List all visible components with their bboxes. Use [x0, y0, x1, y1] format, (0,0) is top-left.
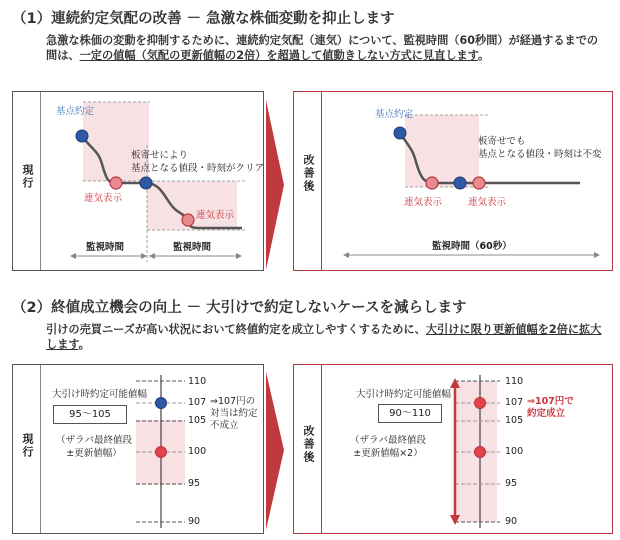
current-label: 現行 — [21, 164, 34, 190]
ask-107-marker — [156, 398, 167, 409]
current2-note-line1: （ザラバ最終値段 — [56, 435, 133, 446]
section2-heading: （2）終値成立機会の向上 － 大引けで約定しないケースを減らします — [12, 300, 467, 316]
tick-after-100: 100 — [505, 446, 524, 457]
current-renki-label-2: 連気表示 — [196, 210, 235, 221]
section1-desc-end: 。 — [478, 49, 490, 62]
last-price-marker — [156, 447, 167, 458]
tick-after-95: 95 — [505, 478, 518, 489]
tick-100: 100 — [188, 446, 207, 457]
tick-107: 107 — [188, 397, 207, 408]
after-renki-label-2: 連気表示 — [468, 197, 507, 208]
current-renki-label: 連気表示 — [84, 193, 123, 204]
after2-annotation — [527, 396, 574, 420]
after-monitor: 監視時間（60秒） — [432, 241, 512, 252]
section1-heading: （1）連続約定気配の改善 － 急激な株価変動を抑止します — [12, 11, 395, 27]
after2-annot-line2: 約定成立 — [527, 408, 566, 419]
after-note-line1: 板寄せでも — [478, 136, 526, 147]
after-renki-label: 連気表示 — [404, 197, 443, 208]
current-monitor-2: 監視時間 — [173, 242, 212, 253]
current2-note — [56, 434, 132, 460]
after2-range-title: 大引け時約定可能値幅 — [356, 389, 452, 400]
current2-annot-line2: 対当は約定 — [210, 408, 258, 419]
current2-annot-line3: 不成立 — [210, 420, 239, 431]
ask-107-marker-after — [475, 398, 486, 409]
last-price-marker-after — [475, 447, 486, 458]
tick-after-90: 90 — [505, 516, 518, 527]
after2-range-box: 90～110 — [378, 404, 442, 423]
after2-annot-line1: ⇒107円で — [527, 396, 574, 407]
current-note-line2: 基点となる値段・時刻がクリア — [131, 163, 265, 174]
tick-110: 110 — [188, 376, 207, 387]
current-base-label: 基点約定 — [56, 106, 95, 117]
tick-95: 95 — [188, 478, 201, 489]
current2-label: 現行 — [21, 433, 34, 459]
section1-desc-text: 急激な株価の変動を抑制するために、連続約定気配（連気）について、監視時間（60秒間）が経過するまでの間は、 — [46, 34, 599, 62]
current2-annotation — [210, 396, 258, 432]
section2-desc-text: 引けの売買ニーズが高い状況において終値約定を成立しやすくするために、 — [46, 323, 426, 336]
current2-range-box: 95～105 — [53, 405, 127, 424]
tick-after-105: 105 — [505, 415, 524, 426]
after2-label: 改善後 — [302, 425, 315, 464]
after-base-label: 基点約定 — [375, 109, 414, 120]
section2-desc-underlined: 大引けに限り更新値幅を2倍に拡大します — [46, 323, 602, 351]
tick-after-107: 107 — [505, 397, 524, 408]
after2-note-line2: ±更新値幅×2） — [353, 448, 423, 459]
after2-note-line1: （ザラバ最終値段 — [350, 435, 427, 446]
current2-annot-line1: ⇒107円の — [210, 396, 256, 407]
current-note-line1: 板寄せにより — [131, 150, 189, 161]
after2-note — [350, 434, 426, 460]
section2-desc-end: 。 — [78, 338, 90, 351]
after-note-line2: 基点となる値段・時刻は不変 — [478, 149, 602, 160]
tick-after-110: 110 — [505, 376, 524, 387]
tick-90: 90 — [188, 516, 201, 527]
after-label: 改善後 — [302, 154, 315, 193]
section1-desc-underlined: 一定の値幅（気配の更新値幅の2倍）を超過して値動きしない方式に見直します — [79, 49, 479, 62]
current-monitor-1: 監視時間 — [86, 242, 125, 253]
current2-note-line2: ±更新値幅） — [66, 448, 122, 459]
current2-range-title: 大引け時約定可能値幅 — [52, 389, 148, 400]
tick-105: 105 — [188, 415, 207, 426]
